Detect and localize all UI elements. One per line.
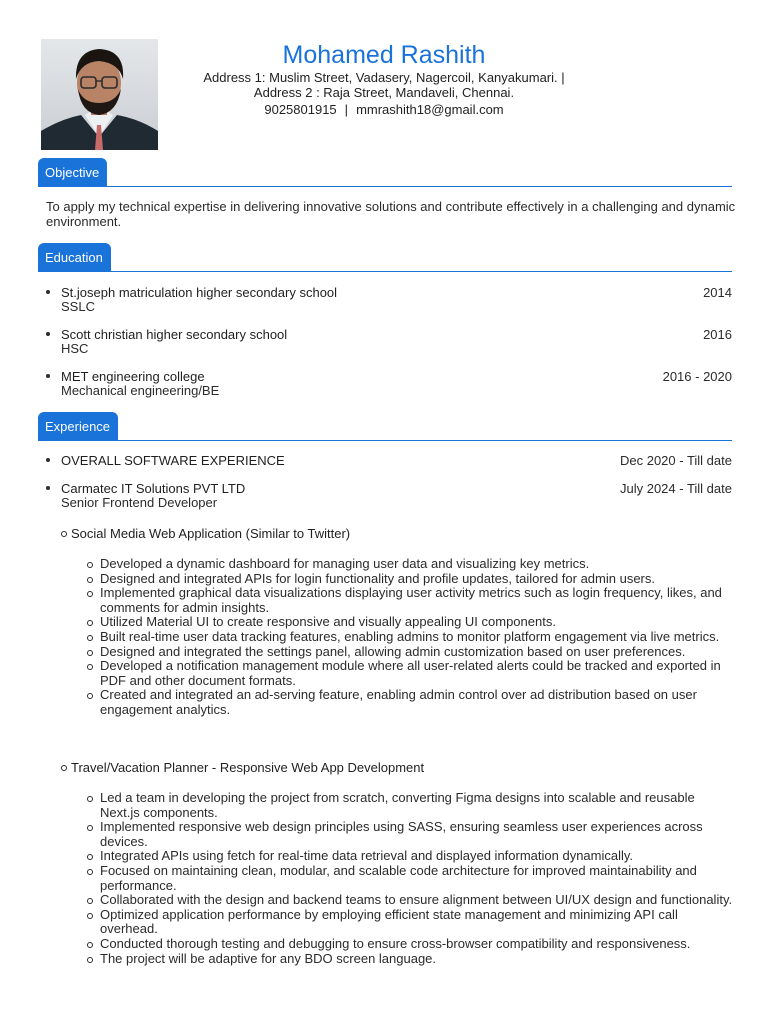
task-item: Developed a dynamic dashboard for managing user data and visualizing key metrics. — [100, 557, 736, 572]
education-degree: HSC — [61, 341, 89, 356]
bullet-icon — [46, 486, 50, 490]
section-divider — [38, 440, 732, 441]
experience-company: Carmatec IT Solutions PVT LTD — [61, 481, 246, 496]
task-item: Built real-time user data tracking features, enabling admins to monitor platform engagement via live metrics. — [100, 630, 736, 645]
bullet-icon — [46, 374, 50, 378]
task-item: Optimized application performance by employing efficient state management and minimizing API call overhead. — [100, 908, 736, 937]
task-item: Collaborated with the design and backend teams to ensure alignment between UI/UX design and functionality. — [100, 893, 736, 908]
task-item: Designed and integrated the settings panel, allowing admin customization based on user preferences. — [100, 645, 736, 660]
experience-title: OVERALL SOFTWARE EXPERIENCE — [61, 453, 285, 468]
objective-text: To apply my technical expertise in delivering innovative solutions and contribute effectively in a challenging and dynamic environment. — [46, 199, 736, 229]
contact-line — [0, 102, 768, 117]
education-school: St.joseph matriculation higher secondary school — [61, 285, 338, 300]
candidate-name: Mohamed Rashith — [282, 41, 486, 69]
education-date: 2016 — [703, 327, 732, 342]
task-item: Integrated APIs using fetch for real-time data retrieval and displayed information dynamically. — [100, 849, 736, 864]
task-item: Utilized Material UI to create responsive and visually appealing UI components. — [100, 615, 736, 630]
objective-heading: Objective — [38, 158, 107, 187]
project-title — [61, 526, 350, 541]
education-degree: Mechanical engineering/BE — [61, 383, 220, 398]
experience-role: Senior Frontend Developer — [61, 495, 218, 510]
task-item: Led a team in developing the project from scratch, converting Figma designs into scalable and reusable Next.js components. — [100, 791, 736, 820]
address-line-2: Address 2 : Raja Street, Mandaveli, Chennai. — [253, 85, 515, 100]
education-degree: SSLC — [61, 299, 95, 314]
experience-section-header — [38, 412, 732, 442]
task-item: Designed and integrated APIs for login functionality and profile updates, tailored for admin users. — [100, 572, 736, 587]
task-item: The project will be adaptive for any BDO screen language. — [100, 952, 736, 967]
project-task-list — [100, 791, 736, 966]
education-heading: Education — [38, 243, 111, 272]
project-title-text: Travel/Vacation Planner - Responsive Web App Development — [71, 760, 425, 775]
objective-section-header — [38, 158, 732, 188]
bullet-icon — [46, 332, 50, 336]
address-line-1: Address 1: Muslim Street, Vadasery, Nagercoil, Kanyakumari. | — [203, 70, 565, 85]
project-task-list — [100, 557, 736, 718]
education-section-header — [38, 243, 732, 273]
task-item: Implemented graphical data visualizations displaying user activity metrics such as login frequency, likes, and comments for admin insights. — [100, 586, 736, 615]
section-divider — [38, 186, 732, 187]
task-item: Implemented responsive web design principles using SASS, ensuring seamless user experiences across devices. — [100, 820, 736, 849]
project-title — [61, 760, 424, 775]
education-date: 2016 - 2020 — [662, 369, 732, 384]
circle-bullet-icon — [61, 531, 67, 537]
experience-heading: Experience — [38, 412, 118, 441]
task-item: Focused on maintaining clean, modular, and scalable code architecture for improved maintainability and performance. — [100, 864, 736, 893]
phone-number: 9025801915 — [264, 102, 337, 117]
task-item: Conducted thorough testing and debugging to ensure cross-browser compatibility and responsiveness. — [100, 937, 736, 952]
bullet-icon — [46, 458, 50, 462]
task-item: Created and integrated an ad-serving feature, enabling admin control over ad distribution based on user engagement analytics. — [100, 688, 736, 717]
education-school: MET engineering college — [61, 369, 205, 384]
bullet-icon — [46, 290, 50, 294]
education-school: Scott christian higher secondary school — [61, 327, 288, 342]
email-address[interactable]: mmrashith18@gmail.com — [356, 102, 504, 117]
section-divider — [38, 271, 732, 272]
education-date: 2014 — [703, 285, 732, 300]
project-title-text: Social Media Web Application (Similar to Twitter) — [71, 526, 351, 541]
experience-date: Dec 2020 - Till date — [619, 453, 732, 468]
task-item: Developed a notification management module where all user-related alerts could be tracked and exported in PDF and other document formats. — [100, 659, 736, 688]
contact-separator: | — [344, 102, 349, 117]
experience-date: July 2024 - Till date — [619, 481, 732, 496]
circle-bullet-icon — [61, 765, 67, 771]
